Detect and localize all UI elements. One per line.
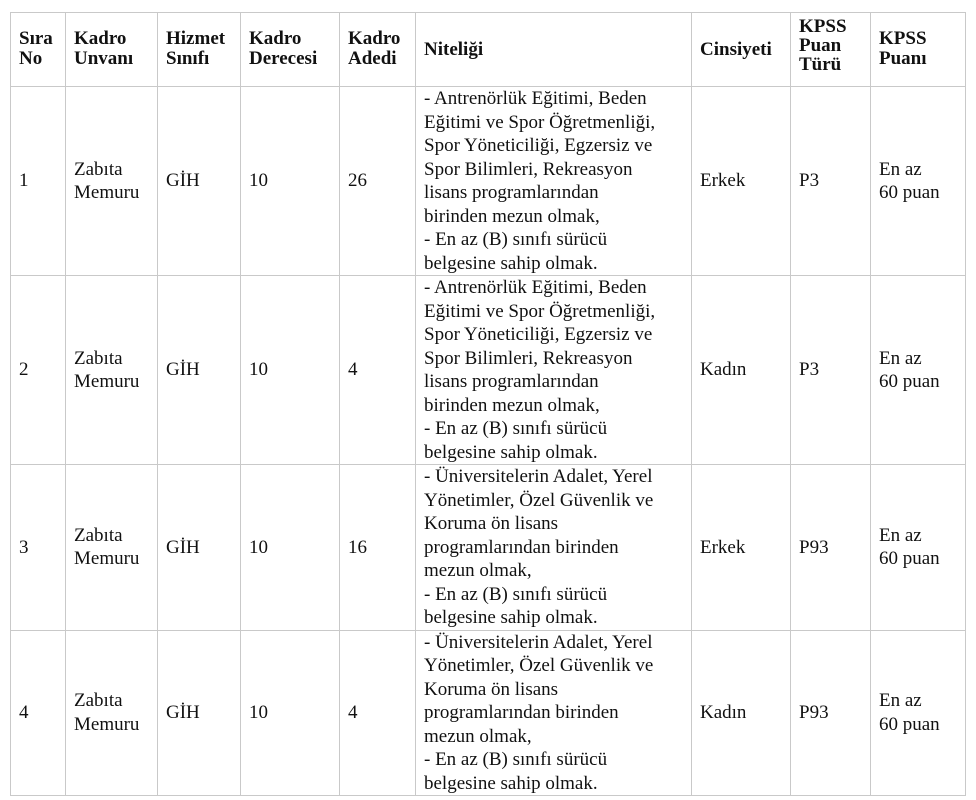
header-hizmet-sinifi-line-2: Sınıfı <box>166 47 210 69</box>
staff-positions-table <box>10 12 966 796</box>
cell-hizmet-sinifi: GİH <box>158 276 241 465</box>
cell-kadro-unvani-line-2: Memuru <box>74 548 140 570</box>
cell-hizmet-sinifi: GİH <box>158 630 241 796</box>
header-kadro-derecesi-line-2: Derecesi <box>249 47 318 69</box>
header-kpss-puan-turu-line-3: Türü <box>799 54 842 75</box>
cell-cinsiyeti: Erkek <box>692 87 791 276</box>
header-hizmet-sinifi-line-1: Hizmet <box>166 28 226 49</box>
cell-kadro-unvani <box>66 465 158 631</box>
header-sira-no-line-1: Sıra <box>19 28 53 49</box>
cell-kpss-puan-turu: P3 <box>791 276 871 465</box>
cell-kadro-unvani-line-2: Memuru <box>74 371 140 392</box>
niteligi-line: - Antrenörlük Eğitimi, Beden <box>424 277 647 298</box>
cell-kadro-adedi: 4 <box>340 276 416 465</box>
cell-kadro-unvani <box>66 630 158 796</box>
cell-niteligi <box>416 630 692 796</box>
niteligi-line: programlarından birinden <box>424 536 619 558</box>
cell-kpss-puani-line-1: En az <box>879 690 922 712</box>
cell-sira-no: 2 <box>11 276 66 465</box>
cell-kpss-puani-line-2: 60 puan <box>879 371 940 392</box>
header-kpss-puani-line-1: KPSS <box>879 28 927 49</box>
cell-kadro-derecesi: 10 <box>241 276 340 465</box>
cell-kpss-puani-line-1: En az <box>879 524 922 546</box>
cell-kpss-puani <box>871 276 966 465</box>
cell-kpss-puani-line-2: 60 puan <box>879 182 940 203</box>
cell-kadro-unvani-line-2: Memuru <box>74 713 140 735</box>
niteligi-line: belgesine sahip olmak. <box>424 607 598 628</box>
niteligi-line: mezun olmak, <box>424 725 532 747</box>
header-kadro-adedi-line-2: Adedi <box>348 47 397 69</box>
niteligi-line: - En az (B) sınıfı sürücü <box>424 749 608 770</box>
cell-kadro-unvani-line-1: Zabıta <box>74 690 123 712</box>
cell-cinsiyeti: Kadın <box>692 276 791 465</box>
cell-kpss-puani <box>871 87 966 276</box>
table-row <box>11 630 966 796</box>
staff-positions-table-container <box>10 12 966 796</box>
niteligi-line: Koruma ön lisans <box>424 678 559 700</box>
niteligi-line: - En az (B) sınıfı sürücü <box>424 583 608 605</box>
cell-kadro-unvani <box>66 276 158 465</box>
cell-kpss-puani-line-1: En az <box>879 347 922 369</box>
cell-sira-no: 4 <box>11 630 66 796</box>
cell-kadro-unvani-line-1: Zabıta <box>74 158 123 180</box>
header-cinsiyeti: Cinsiyeti <box>692 13 791 87</box>
niteligi-line: Koruma ön lisans <box>424 513 559 534</box>
header-kpss-puani <box>871 13 966 87</box>
niteligi-line: - Üniversitelerin Adalet, Yerel <box>424 631 653 653</box>
cell-kpss-puani-line-2: 60 puan <box>879 548 940 570</box>
niteligi-line: belgesine sahip olmak. <box>424 252 598 274</box>
cell-kpss-puani <box>871 630 966 796</box>
header-kpss-puan-turu-line-1: KPSS <box>799 16 847 37</box>
cell-hizmet-sinifi: GİH <box>158 87 241 276</box>
niteligi-line: Spor Yöneticiliği, Egzersiz ve <box>424 324 653 345</box>
cell-kpss-puan-turu: P3 <box>791 87 871 276</box>
niteligi-line: Yönetimler, Özel Güvenlik ve <box>424 489 654 511</box>
niteligi-line: Eğitimi ve Spor Öğretmenliği, <box>424 300 656 322</box>
cell-hizmet-sinifi: GİH <box>158 465 241 631</box>
header-kpss-puani-line-2: Puanı <box>879 47 927 69</box>
niteligi-line: belgesine sahip olmak. <box>424 441 598 463</box>
cell-kadro-unvani <box>66 87 158 276</box>
niteligi-line: programlarından birinden <box>424 702 619 723</box>
niteligi-line: belgesine sahip olmak. <box>424 772 598 794</box>
cell-niteligi <box>416 276 692 465</box>
niteligi-line: - Antrenörlük Eğitimi, Beden <box>424 88 647 109</box>
niteligi-line: lisans programlarından <box>424 182 599 203</box>
cell-kadro-derecesi: 10 <box>241 465 340 631</box>
cell-kpss-puani-line-2: 60 puan <box>879 713 940 735</box>
cell-niteligi <box>416 87 692 276</box>
cell-kpss-puani-line-1: En az <box>879 158 922 180</box>
cell-sira-no: 1 <box>11 87 66 276</box>
header-niteligi: Niteliği <box>416 13 692 87</box>
cell-cinsiyeti: Erkek <box>692 465 791 631</box>
niteligi-line: Yönetimler, Özel Güvenlik ve <box>424 655 654 676</box>
header-kadro-unvani-line-1: Kadro <box>74 28 127 49</box>
cell-kadro-unvani-line-1: Zabıta <box>74 347 123 369</box>
header-kadro-derecesi <box>241 13 340 87</box>
header-sira-no-line-2: No <box>19 47 43 69</box>
header-kpss-puan-turu-line-2: Puan <box>799 35 842 56</box>
cell-kadro-adedi: 16 <box>340 465 416 631</box>
header-kadro-unvani-line-2: Unvanı <box>74 47 134 69</box>
niteligi-line: Spor Bilimleri, Rekreasyon <box>424 347 633 369</box>
niteligi-line: birinden mezun olmak, <box>424 205 600 227</box>
niteligi-line: lisans programlarından <box>424 371 599 392</box>
niteligi-line: Spor Yöneticiliği, Egzersiz ve <box>424 135 653 156</box>
table-row <box>11 87 966 276</box>
cell-kpss-puan-turu: P93 <box>791 465 871 631</box>
header-kadro-adedi <box>340 13 416 87</box>
niteligi-line: mezun olmak, <box>424 560 532 581</box>
cell-kadro-adedi: 4 <box>340 630 416 796</box>
cell-kpss-puani <box>871 465 966 631</box>
header-kadro-derecesi-line-1: Kadro <box>249 28 302 49</box>
niteligi-line: - Üniversitelerin Adalet, Yerel <box>424 466 653 487</box>
cell-kadro-unvani-line-1: Zabıta <box>74 524 123 546</box>
header-hizmet-sinifi <box>158 13 241 87</box>
niteligi-line: Eğitimi ve Spor Öğretmenliği, <box>424 111 656 133</box>
header-sira-no <box>11 13 66 87</box>
table-row <box>11 465 966 631</box>
table-row <box>11 276 966 465</box>
cell-niteligi <box>416 465 692 631</box>
header-kadro-adedi-line-1: Kadro <box>348 28 401 49</box>
cell-sira-no: 3 <box>11 465 66 631</box>
niteligi-line: Spor Bilimleri, Rekreasyon <box>424 158 633 180</box>
cell-kadro-adedi: 26 <box>340 87 416 276</box>
cell-cinsiyeti: Kadın <box>692 630 791 796</box>
cell-kadro-unvani-line-2: Memuru <box>74 182 140 203</box>
header-kadro-unvani <box>66 13 158 87</box>
niteligi-line: - En az (B) sınıfı sürücü <box>424 418 608 439</box>
header-kpss-puan-turu <box>791 13 871 87</box>
cell-kpss-puan-turu: P93 <box>791 630 871 796</box>
niteligi-line: - En az (B) sınıfı sürücü <box>424 229 608 250</box>
cell-kadro-derecesi: 10 <box>241 630 340 796</box>
cell-kadro-derecesi: 10 <box>241 87 340 276</box>
niteligi-line: birinden mezun olmak, <box>424 394 600 416</box>
table-header-row <box>11 13 966 87</box>
